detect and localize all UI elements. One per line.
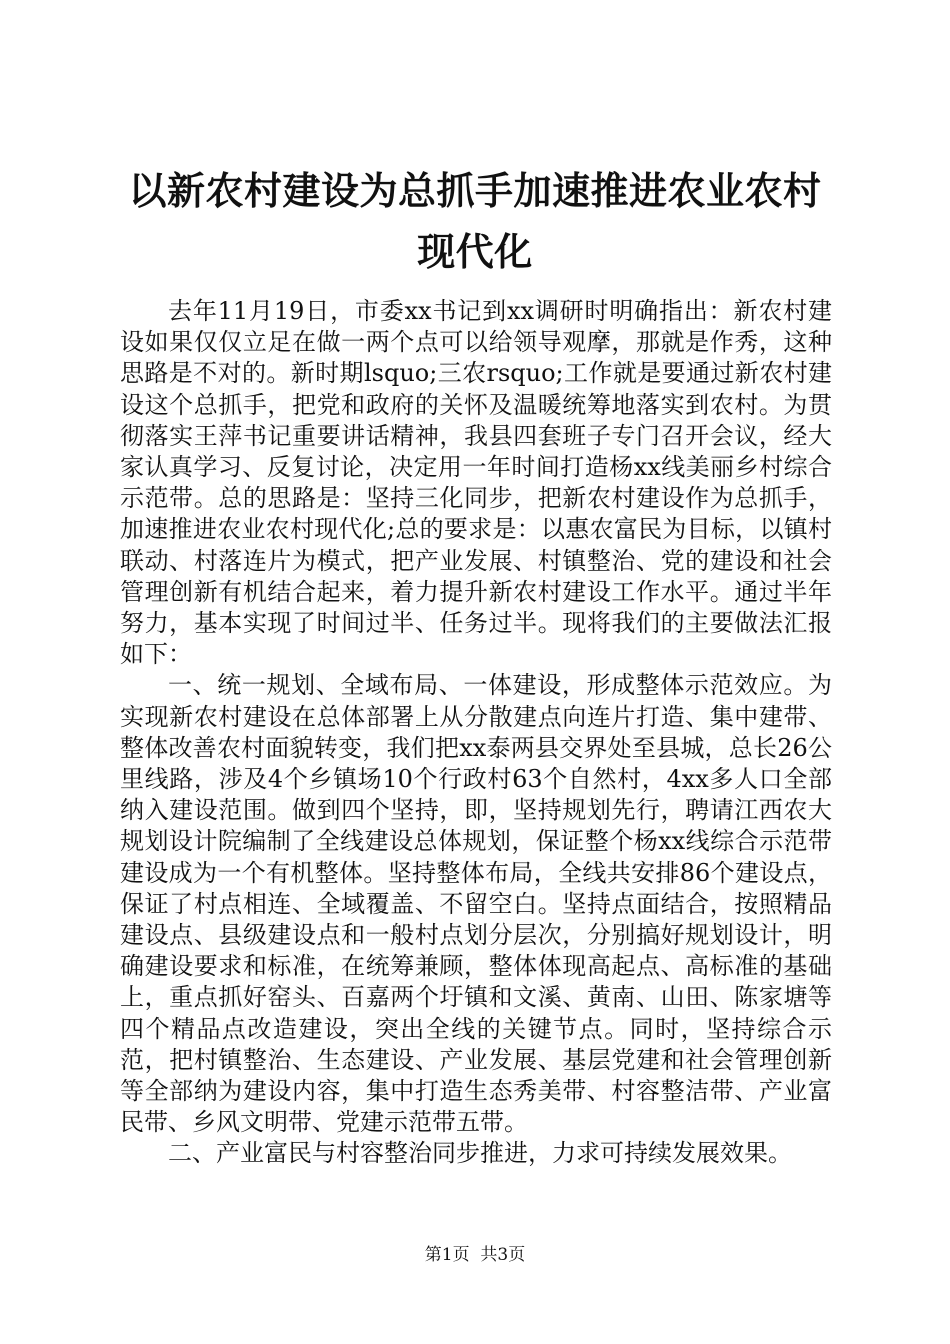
document-body <box>120 296 832 1170</box>
footer-spacer <box>470 1245 481 1265</box>
page-total: 共3页 <box>480 1245 526 1265</box>
page-footer <box>0 1244 950 1266</box>
document-title: 以新农村建设为总抓手加速推进农业农村现代化 <box>128 168 822 274</box>
paragraph-section-two: 二、产业富民与村容整治同步推进，力求可持续发展效果。 <box>168 1139 792 1168</box>
paragraph-section-one: 一、统一规划、全域布局、一体建设，形成整体示范效应。为实现新农村建设在总体部署上从分散建点向连片打造、集中建带、整体改善农村面貌转变，我们把xx泰两县交界处至县城，总长26公里线路，涉及4个乡镇场10个行政村63个自然村，4xx多人口全部纳入建设范围。做到四个坚持，即，坚持规划先行，聘请江西农大规划设计院编制了全线建设总体规划，保证整个杨xx线综合示范带建设成为一个有机整体。坚持整体布局，全线共安排86个建设点，保证了村点相连、全域覆盖、不留空白。坚持点面结合，按照精品建设点、县级建设点和一般村点划分层次，分别搞好规划设计，明确建设要求和标准，在统筹兼顾，整体体现高起点、高标准的基础上，重点抓好窑头、百嘉两个圩镇和文溪、黄南、山田、陈家塘等四个精品点改造建设，突出全线的关键节点。同时，坚持综合示范，把村镇整治、生态建设、产业发展、基层党建和社会管理创新等全部纳为建设内容，集中打造生态秀美带、村容整洁带、产业富民带、乡风文明带、党建示范带五带。 <box>120 671 832 1137</box>
paragraph-intro: 去年11月19日，市委xx书记到xx调研时明确指出：新农村建设如果仅仅立足在做一两个点可以给领导观摩，那就是作秀，这种思路是不对的。新时期lsquo;三农rsquo;工作就是要通过新农村建设这个总抓手，把党和政府的关怀及温暖统筹地落实到农村。为贯彻落实王萍书记重要讲话精神，我县四套班子专门召开会议，经大家认真学习、反复讨论，决定用一年时间打造杨xx线美丽乡村综合示范带。总的思路是：坚持三化同步，把新农村建设作为总抓手，加速推进农业农村现代化;总的要求是：以惠农富民为目标，以镇村联动、村落连片为模式，把产业发展、村镇整治、党的建设和社会管理创新有机结合起来，着力提升新农村建设工作水平。通过半年努力，基本实现了时间过半、任务过半。现将我们的主要做法汇报如下： <box>120 297 832 669</box>
page-number: 第1页 <box>424 1245 470 1265</box>
